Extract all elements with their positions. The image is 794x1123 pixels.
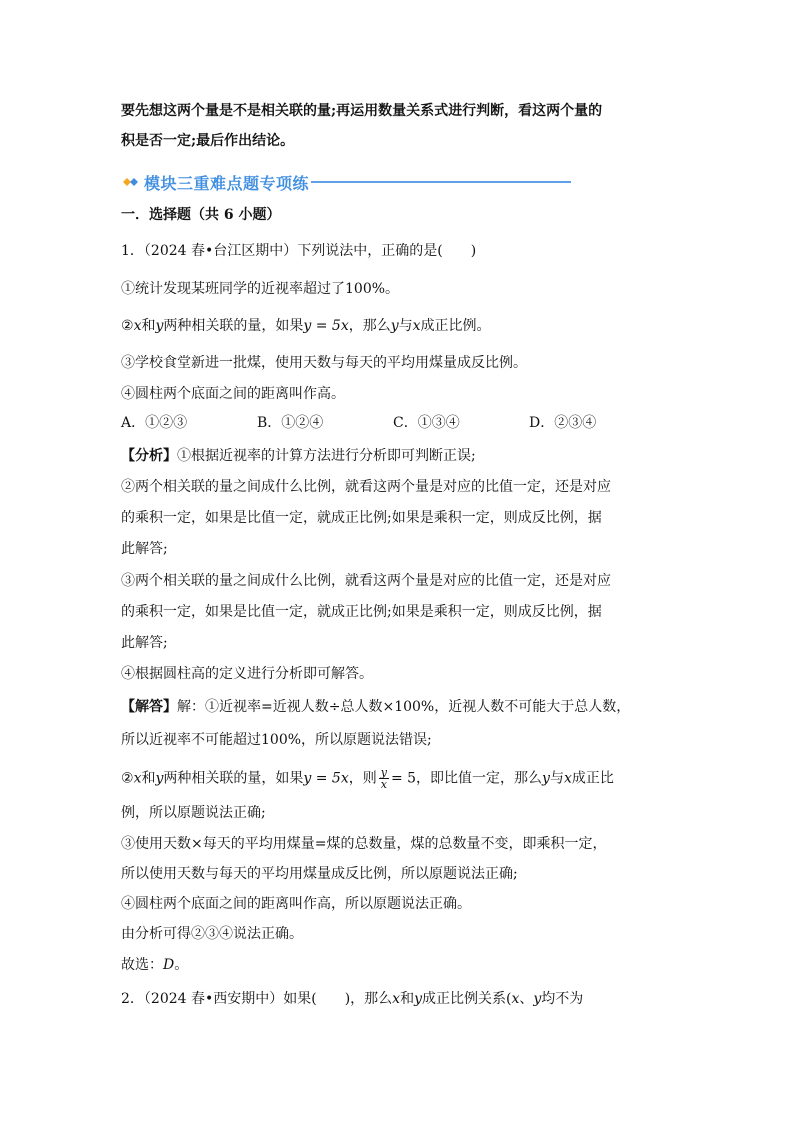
option-b: B．①②④ (257, 415, 324, 431)
answer-options (121, 413, 596, 433)
analysis-line-3: 的乘积一定，如果是比值一定，就成正比例;如果是乘积一定，则成反比例，据 (121, 510, 602, 526)
solution-line-8: 由分析可得②③④说法正确。 (121, 926, 303, 942)
statement-4: ④圆柱两个底面之间的距离叫作高。 (121, 386, 345, 402)
statement-3: ③学校食堂新进一批煤，使用天数与每天的平均用煤量成反比例。 (121, 355, 527, 371)
module-divider (311, 181, 571, 183)
solution-line-5: ③使用天数×每天的平均用煤量=煤的总数量，煤的总数量不变，即乘积一定， (121, 836, 607, 852)
solution-line-1: 【解答】解：①近视率=近视人数÷总人数×100%，近视人数不可能大于总人数， (121, 699, 631, 715)
statement-1: ①统计发现某班同学的近视率超过了100%。 (121, 281, 400, 297)
solution-line-7: ④圆柱两个底面之间的距离叫作高，所以原题说法正确。 (121, 896, 471, 912)
analysis-line-7: 此解答; (121, 635, 168, 651)
module-header (121, 170, 621, 194)
analysis-line-2: ②两个相关联的量之间成什么比例，就看这两个量是对应的比值一定，还是对应 (121, 479, 611, 495)
intro-line-1: 要先想这两个量是不是相关联的量;再运用数量关系式进行判断，看这两个量的 (121, 103, 603, 119)
analysis-line-8: ④根据圆柱高的定义进行分析即可解答。 (121, 666, 373, 682)
solution-line-2: 所以近视率不可能超过100%，所以原题说法错误; (121, 732, 432, 748)
solution-line-3: ②x和y两种相关联的量，如果y = 5x，则 $\frac{y}{x}$ = 5，即比值一定，那么y与x成正比 (121, 766, 614, 791)
double-diamond-icon (121, 172, 141, 192)
analysis-line-6: 的乘积一定，如果是比值一定，就成正比例;如果是乘积一定，则成反比例，据 (121, 604, 602, 620)
solution-line-4: 例，所以原题说法正确; (121, 805, 266, 821)
section-heading: 一．选择题（共 6 小题） (121, 207, 281, 223)
question-1-stem: 1．（2024 春•台江区期中）下列说法中，正确的是( ) (121, 243, 477, 259)
solution-line-9: 故选：D。 (121, 957, 189, 973)
analysis-line-4: 此解答; (121, 541, 168, 557)
analysis-line-1: 【分析】①根据近视率的计算方法进行分析即可判断正误; (121, 448, 476, 464)
analysis-line-5: ③两个相关联的量之间成什么比例，就看这两个量是对应的比值一定，还是对应 (121, 573, 611, 589)
question-2-stem: 2．（2024 春•西安期中）如果( )，那么x和y成正比例关系(x、y均不为 (121, 991, 584, 1007)
solution-line-6: 所以使用天数与每天的平均用煤量成反比例，所以原题说法正确; (121, 866, 518, 882)
fraction-y-over-x: $\frac{y}{x}$ (380, 766, 387, 791)
option-a: A．①②③ (121, 415, 188, 431)
option-c: C．①③④ (393, 415, 460, 431)
statement-2: ②x和y两种相关联的量，如果y = 5x，那么y与x成正比例。 (121, 318, 491, 334)
option-d: D．②③④ (529, 415, 597, 431)
intro-line-2: 积是否一定;最后作出结论。 (121, 133, 295, 149)
module-title: 模块三重难点题专项练 (144, 173, 310, 193)
